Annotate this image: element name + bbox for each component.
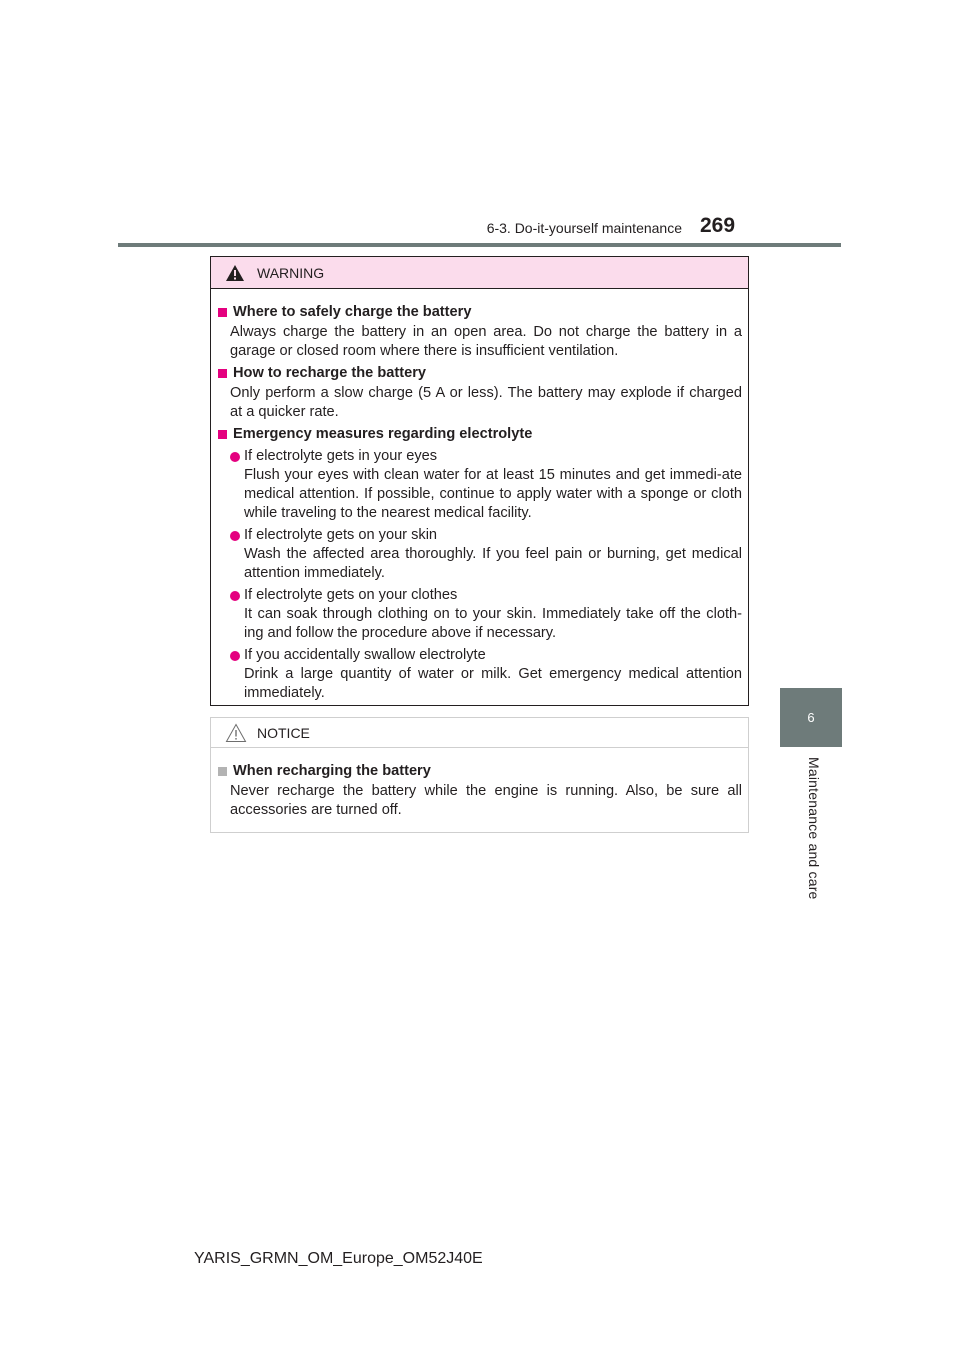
magenta-square-bullet-icon xyxy=(218,308,227,317)
magenta-circle-bullet-icon xyxy=(230,531,240,541)
magenta-circle-bullet-icon xyxy=(230,452,240,462)
item-lead: If electrolyte gets in your eyes xyxy=(244,448,438,464)
warning-body xyxy=(211,289,748,703)
notice-section-title: When recharging the battery xyxy=(217,762,742,781)
item-body: It can soak through clothing on to your skin. Immediately take off the cloth-ing and follow the procedure above if necessary. xyxy=(244,606,742,641)
notice-body xyxy=(211,748,748,820)
magenta-square-bullet-icon xyxy=(218,369,227,378)
item-lead: If you accidentally swallow electrolyte xyxy=(244,647,486,663)
notice-triangle-icon xyxy=(225,723,249,743)
warning-section-text: Only perform a slow charge (5 A or less). The battery may explode if charged at a quicker rate. xyxy=(230,385,742,420)
item-body: Flush your eyes with clean water for at least 15 minutes and get immedi-ate medical attention. If possible, continue to apply water with a sponge or cloth while traveling to the nearest medical facility. xyxy=(244,467,742,521)
magenta-circle-bullet-icon xyxy=(230,591,240,601)
notice-heading: NOTICE xyxy=(257,724,310,741)
magenta-square-bullet-icon xyxy=(218,430,227,439)
chapter-label: Maintenance and care xyxy=(806,757,822,900)
list-item xyxy=(230,526,742,583)
warning-section-title: How to recharge the battery xyxy=(217,364,742,383)
section-title: 6-3. Do-it-yourself maintenance xyxy=(486,220,682,236)
item-lead: If electrolyte gets on your skin xyxy=(244,527,438,543)
warning-triangle-icon xyxy=(225,264,249,282)
page-number: 269 xyxy=(700,214,736,237)
warning-section-title: Emergency measures regarding electrolyte xyxy=(217,425,742,444)
notice-section-text: Never recharge the battery while the engine is running. Also, be sure all accessories are turned off. xyxy=(230,783,742,818)
item-body: Wash the affected area thoroughly. If you feel pain or burning, get medical attention immediately. xyxy=(244,546,742,581)
document-id: YARIS_GRMN_OM_Europe_OM52J40E xyxy=(194,1250,483,1267)
list-item xyxy=(230,586,742,643)
gray-square-bullet-icon xyxy=(218,767,227,776)
notice-box xyxy=(210,717,749,833)
list-item xyxy=(230,646,742,703)
list-item xyxy=(230,447,742,523)
chapter-tab xyxy=(780,688,842,747)
warning-header xyxy=(211,257,748,289)
warning-box xyxy=(210,256,749,706)
item-body: Drink a large quantity of water or milk. Get emergency medical attention immediately. xyxy=(244,666,742,701)
warning-section-text: Always charge the battery in an open area. Do not charge the battery in a garage or closed room where there is insufficient ventilation. xyxy=(230,324,742,359)
warning-section-title: Where to safely charge the battery xyxy=(217,303,742,322)
chapter-number: 6 xyxy=(807,710,815,725)
warning-heading: WARNING xyxy=(257,264,325,281)
header-rule xyxy=(118,243,841,247)
item-lead: If electrolyte gets on your clothes xyxy=(244,587,458,603)
notice-header xyxy=(211,718,748,748)
magenta-circle-bullet-icon xyxy=(230,651,240,661)
